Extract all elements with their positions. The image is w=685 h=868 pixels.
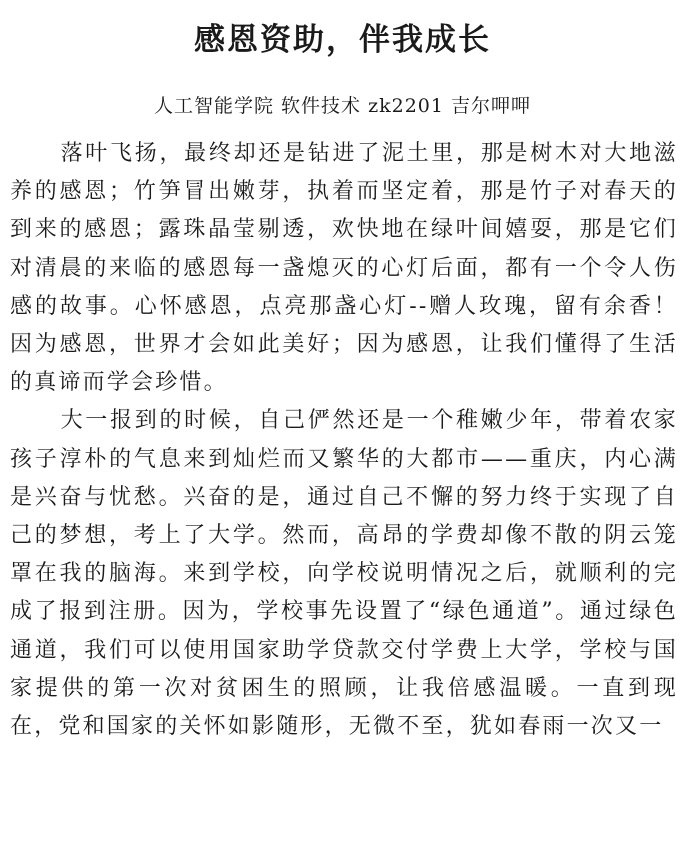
document-body (10, 135, 678, 746)
paragraph-1: 落叶飞扬，最终却还是钻进了泥土里，那是树木对大地滋养的感恩；竹笋冒出嫩芽，执着而坚定着，那是竹子对春天的到来的感恩；露珠晶莹剔透，欢快地在绿叶间嬉耍，那是它们对清晨的来临的感恩每一盏熄灭的心灯后面，都有一个令人伤感的故事。心怀感恩，点亮那盏心灯--赠人玫瑰，留有余香！因为感恩，世界才会如此美好；因为感恩，让我们懂得了生活的真谛而学会珍惜。 (10, 141, 678, 396)
paragraph-2: 大一报到的时候，自己俨然还是一个稚嫩少年，带着农家孩子淳朴的气息来到灿烂而又繁华的大都市——重庆，内心满是兴奋与忧愁。兴奋的是，通过自己不懈的努力终于实现了自己的梦想，考上了大学。然而，高昂的学费却像不散的阴云笼罩在我的脑海。来到学校，向学校说明情况之后，就顺利的完成了报到注册。因为，学校事先设置了“绿色通道”。通过绿色通道，我们可以使用国家助学贷款交付学费上大学，学校与国家提供的第一次对贫困生的照顾，让我倍感温暖。一直到现在，党和国家的关怀如影随形，无微不至，犹如春雨一次又一 (10, 408, 678, 740)
document-title: 感恩资助，伴我成长 (194, 22, 491, 58)
author-byline: 人工智能学院 软件技术 zk2201 吉尔呷呷 (154, 95, 531, 117)
